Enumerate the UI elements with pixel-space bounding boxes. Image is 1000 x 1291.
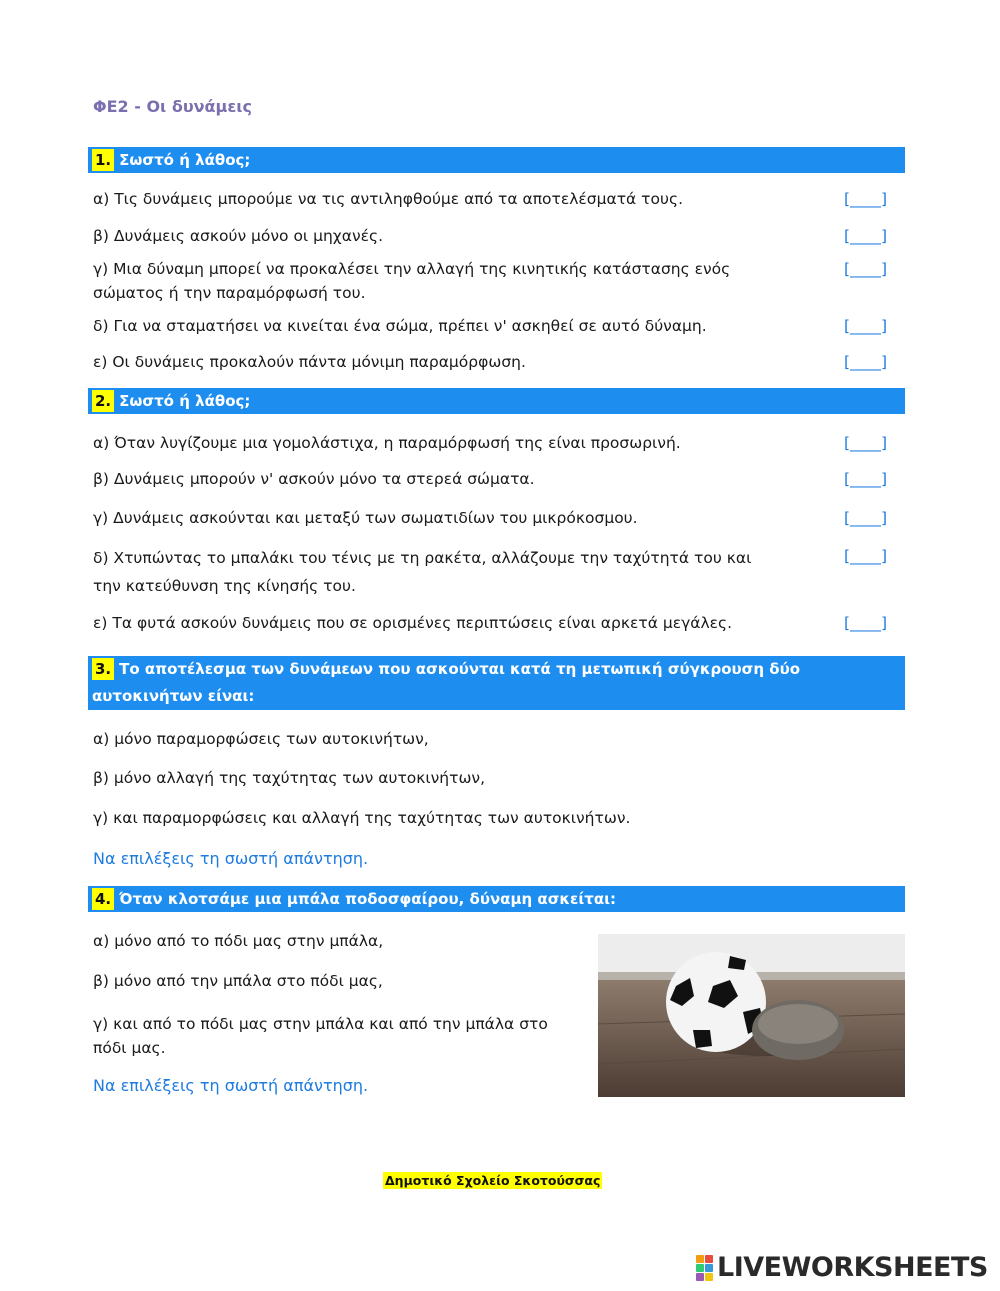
option-item[interactable]: γ) και από το πόδι μας στην μπάλα και από την μπάλα στο πόδι μας. <box>93 1015 548 1057</box>
answer-blank[interactable]: [____] <box>844 614 888 632</box>
liveworksheets-logo[interactable] <box>696 1252 988 1283</box>
question-item: α) Όταν λυγίζουμε μια γομολάστιχα, η παραμόρφωσή της είναι προσωρινή. <box>93 434 681 452</box>
answer-blank[interactable]: [____] <box>844 227 888 245</box>
question-item: ε) Οι δυνάμεις προκαλούν πάντα μόνιμη παραμόρφωση. <box>93 353 526 371</box>
school-name-footer: Δημοτικό Σχολείο Σκοτούσσας <box>385 1173 601 1188</box>
answer-blank[interactable]: [____] <box>844 509 888 527</box>
section-1-header <box>88 147 905 173</box>
section-number: 3. <box>92 658 114 680</box>
question-item: β) Δυνάμεις ασκούν μόνο οι μηχανές. <box>93 227 384 245</box>
section-number: 4. <box>92 888 114 910</box>
question-item: α) Τις δυνάμεις μπορούμε να τις αντιληφθούμε από τα αποτελέσματά τους. <box>93 190 683 208</box>
soccer-ball-photo <box>598 934 905 1097</box>
logo-blocks-icon <box>696 1255 713 1281</box>
answer-blank[interactable]: [____] <box>844 317 888 335</box>
option-item[interactable]: β) μόνο από την μπάλα στο πόδι μας, <box>93 972 383 990</box>
option-item[interactable]: α) μόνο παραμορφώσεις των αυτοκινήτων, <box>93 730 429 748</box>
answer-blank[interactable]: [____] <box>844 353 888 371</box>
answer-blank[interactable]: [____] <box>844 190 888 208</box>
instruction-text: Να επιλέξεις τη σωστή απάντηση. <box>93 1076 369 1095</box>
option-item[interactable]: β) μόνο αλλαγή της ταχύτητας των αυτοκινήτων, <box>93 769 486 787</box>
section-header-text: Όταν κλοτσάμε μια μπάλα ποδοσφαίρου, δύναμη ασκείται: <box>119 890 616 908</box>
question-item: δ) Για να σταματήσει να κινείται ένα σώμα, πρέπει ν' ασκηθεί σε αυτό δύναμη. <box>93 317 707 335</box>
question-item: ε) Τα φυτά ασκούν δυνάμεις που σε ορισμένες περιπτώσεις είναι αρκετά μεγάλες. <box>93 614 733 632</box>
section-4-header <box>88 886 905 912</box>
section-header-text: Σωστό ή λάθος; <box>119 392 251 410</box>
section-header-text: Το αποτέλεσμα των δυνάμεων που ασκούνται κατά τη μετωπική σύγκρουση δύο αυτοκινήτων είναι: <box>92 660 800 705</box>
answer-blank[interactable]: [____] <box>844 470 888 488</box>
soccer-ball-illustration <box>598 934 905 1097</box>
option-item[interactable]: α) μόνο από το πόδι μας στην μπάλα, <box>93 932 384 950</box>
section-header-text: Σωστό ή λάθος; <box>119 151 251 169</box>
option-item[interactable]: γ) και παραμορφώσεις και αλλαγή της ταχύτητας των αυτοκινήτων. <box>93 809 631 827</box>
question-item: β) Δυνάμεις μπορούν ν' ασκούν μόνο τα στερεά σώματα. <box>93 470 535 488</box>
section-number: 1. <box>92 149 114 171</box>
page-title: ΦΕ2 - Οι δυνάμεις <box>93 97 252 116</box>
answer-blank[interactable]: [____] <box>844 434 888 452</box>
question-item: γ) Μια δύναμη μπορεί να προκαλέσει την αλλαγή της κινητικής κατάστασης ενός σώματος ή την παραμόρφωσή του. <box>93 260 731 302</box>
instruction-text: Να επιλέξεις τη σωστή απάντηση. <box>93 849 369 868</box>
logo-text: LIVEWORKSHEETS <box>717 1252 988 1283</box>
question-item: γ) Δυνάμεις ασκούνται και μεταξύ των σωματιδίων του μικρόκοσμου. <box>93 509 638 527</box>
section-2-header <box>88 388 905 414</box>
answer-blank[interactable]: [____] <box>844 260 888 278</box>
section-3-header <box>88 656 905 710</box>
section-number: 2. <box>92 390 114 412</box>
question-item: δ) Χτυπώντας το μπαλάκι του τένις με τη ρακέτα, αλλάζουμε την ταχύτητά του και την κατεύθυνση της κίνησής του. <box>93 549 752 595</box>
answer-blank[interactable]: [____] <box>844 547 888 565</box>
